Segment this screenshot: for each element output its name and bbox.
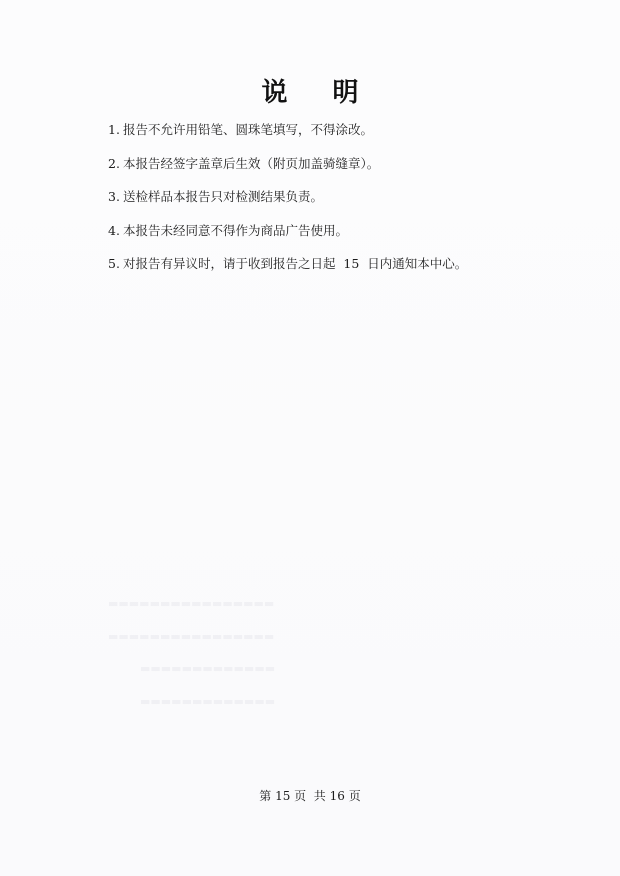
- item-number: 1.: [108, 122, 120, 137]
- bleed-through-mark: ▬▬▬▬▬▬▬▬▬▬▬▬▬▬▬▬: [108, 597, 275, 610]
- list-item: [108, 119, 568, 153]
- notes-list: [108, 119, 568, 287]
- list-item: [108, 186, 568, 220]
- list-item: [108, 220, 568, 254]
- item-text: 对报告有异议时，请于收到报告之日起 15 日内通知本中心。: [122, 256, 468, 271]
- page-title: 说 明: [261, 78, 377, 108]
- item-text: 报告不允许用铅笔、圆珠笔填写，不得涂改。: [122, 122, 373, 137]
- list-item: [108, 153, 568, 187]
- bleed-through-mark: ▬▬▬▬▬▬▬▬▬▬▬▬▬: [140, 695, 276, 708]
- bleed-through-mark: ▬▬▬▬▬▬▬▬▬▬▬▬▬: [140, 662, 276, 675]
- item-number: 2.: [108, 155, 120, 171]
- item-number: 4.: [108, 222, 120, 238]
- item-number: 5.: [108, 256, 120, 271]
- item-number: 3.: [108, 189, 120, 204]
- page-footer: 第 15 页 共 16 页: [259, 789, 361, 803]
- item-text: 本报告未经同意不得作为商品广告使用。: [122, 222, 348, 238]
- list-item: [108, 253, 568, 287]
- item-text: 本报告经签字盖章后生效（附页加盖骑缝章）。: [122, 155, 380, 171]
- bleed-through-mark: ▬▬▬▬▬▬▬▬▬▬▬▬▬▬▬▬: [108, 630, 275, 643]
- item-text: 送检样品本报告只对检测结果负责。: [122, 189, 323, 204]
